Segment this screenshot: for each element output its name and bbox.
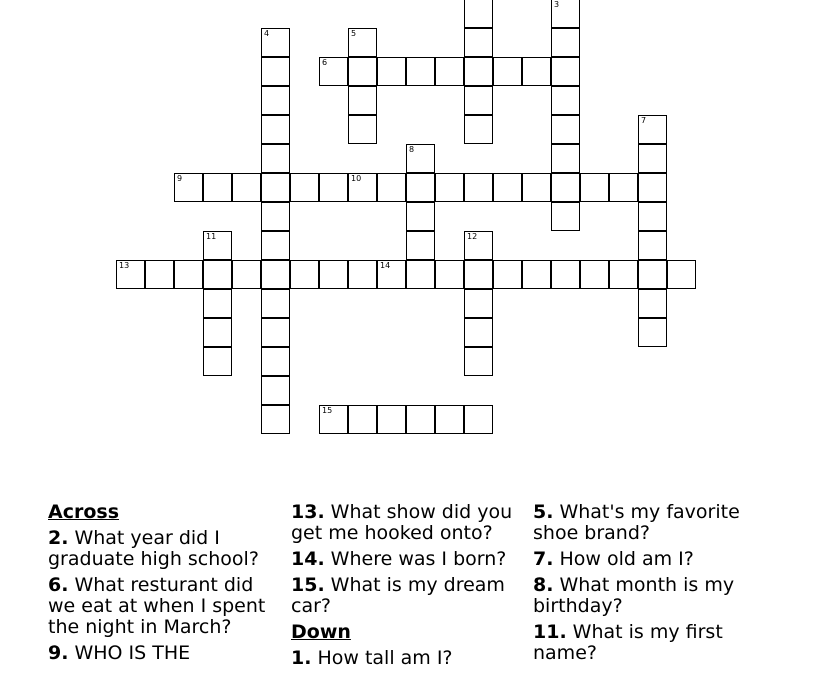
grid-cell[interactable] bbox=[464, 289, 493, 318]
grid-cell[interactable] bbox=[203, 318, 232, 347]
grid-cell[interactable] bbox=[464, 318, 493, 347]
clue-down-5: 5. What's my favorite shoe brand? bbox=[533, 501, 740, 544]
grid-cell[interactable] bbox=[203, 173, 232, 202]
grid-cell[interactable] bbox=[551, 173, 580, 202]
grid-cell[interactable] bbox=[232, 173, 261, 202]
grid-cell[interactable] bbox=[261, 376, 290, 405]
grid-cell[interactable] bbox=[203, 347, 232, 376]
grid-cell[interactable] bbox=[464, 347, 493, 376]
grid-cell[interactable] bbox=[638, 202, 667, 231]
clue-across-14: 14. Where was I born? bbox=[291, 548, 507, 570]
clue-column-1 bbox=[48, 502, 278, 669]
grid-cell[interactable] bbox=[551, 202, 580, 231]
clue-across-6: 6. What resturant did we eat at when I spent the night in March? bbox=[48, 574, 266, 638]
grid-cell[interactable] bbox=[377, 173, 406, 202]
grid-cell[interactable] bbox=[290, 173, 319, 202]
clue-number: 14 bbox=[380, 261, 391, 270]
clue-number: 8 bbox=[409, 145, 415, 154]
grid-cell[interactable] bbox=[464, 115, 493, 144]
grid-cell[interactable] bbox=[261, 318, 290, 347]
clue-number: 12 bbox=[467, 232, 478, 241]
grid-cell[interactable] bbox=[493, 173, 522, 202]
grid-cell[interactable] bbox=[638, 318, 667, 347]
grid-cell[interactable] bbox=[145, 260, 174, 289]
grid-cell[interactable] bbox=[522, 57, 551, 86]
grid-cell[interactable] bbox=[406, 231, 435, 260]
grid-cell[interactable] bbox=[261, 405, 290, 434]
grid-cell[interactable] bbox=[493, 260, 522, 289]
clue-number: 4 bbox=[264, 29, 270, 38]
grid-cell[interactable] bbox=[638, 289, 667, 318]
grid-cell[interactable] bbox=[406, 173, 435, 202]
grid-cell[interactable] bbox=[261, 202, 290, 231]
grid-cell[interactable] bbox=[319, 405, 348, 434]
clue-number: 5 bbox=[351, 29, 357, 38]
grid-cell[interactable] bbox=[638, 260, 667, 289]
grid-cell[interactable] bbox=[609, 173, 638, 202]
clue-number: 3 bbox=[554, 0, 560, 9]
clue-across-2: 2. What year did I graduate high school? bbox=[48, 527, 259, 570]
grid-cell[interactable] bbox=[319, 57, 348, 86]
grid-cell[interactable] bbox=[261, 144, 290, 173]
clue-number: 6 bbox=[322, 58, 328, 67]
clue-down-8: 8. What month is my birthday? bbox=[533, 574, 735, 617]
grid-cell[interactable] bbox=[348, 405, 377, 434]
grid-cell[interactable] bbox=[522, 260, 551, 289]
grid-cell[interactable] bbox=[261, 86, 290, 115]
grid-cell[interactable] bbox=[551, 57, 580, 86]
grid-cell[interactable] bbox=[261, 231, 290, 260]
grid-cell[interactable] bbox=[261, 173, 290, 202]
grid-cell[interactable] bbox=[348, 28, 377, 57]
clue-across-9: 9. WHO IS THE bbox=[48, 642, 191, 664]
grid-cell[interactable] bbox=[261, 289, 290, 318]
clue-number: 10 bbox=[351, 174, 362, 183]
grid-cell[interactable] bbox=[435, 405, 464, 434]
clue-down-7: 7. How old am I? bbox=[533, 548, 694, 570]
grid-cell[interactable] bbox=[551, 86, 580, 115]
grid-cell[interactable] bbox=[464, 405, 493, 434]
grid-cell[interactable] bbox=[435, 260, 464, 289]
clue-down-1: 1. How tall am I? bbox=[291, 647, 453, 669]
grid-cell[interactable] bbox=[290, 260, 319, 289]
grid-cell[interactable] bbox=[435, 57, 464, 86]
clue-across-13: 13. What show did you get me hooked onto? bbox=[291, 501, 513, 544]
grid-cell[interactable] bbox=[638, 231, 667, 260]
grid-cell[interactable] bbox=[348, 115, 377, 144]
grid-cell[interactable] bbox=[435, 173, 464, 202]
grid-cell[interactable] bbox=[377, 57, 406, 86]
grid-cell[interactable] bbox=[348, 173, 377, 202]
grid-cell[interactable] bbox=[551, 260, 580, 289]
grid-cell[interactable] bbox=[406, 144, 435, 173]
grid-cell[interactable] bbox=[261, 115, 290, 144]
grid-cell[interactable] bbox=[522, 173, 551, 202]
clue-list bbox=[48, 501, 768, 669]
grid-cell[interactable] bbox=[319, 260, 348, 289]
grid-cell[interactable] bbox=[464, 260, 493, 289]
grid-cell[interactable] bbox=[638, 144, 667, 173]
grid-cell[interactable] bbox=[319, 173, 348, 202]
clue-column-3 bbox=[533, 502, 763, 669]
clue-down-11: 11. What is my first name? bbox=[533, 621, 723, 664]
grid-cell[interactable] bbox=[551, 144, 580, 173]
grid-cell[interactable] bbox=[203, 231, 232, 260]
grid-cell[interactable] bbox=[464, 231, 493, 260]
grid-cell[interactable] bbox=[493, 57, 522, 86]
grid-cell[interactable] bbox=[261, 28, 290, 57]
grid-cell[interactable] bbox=[261, 347, 290, 376]
grid-cell[interactable] bbox=[464, 173, 493, 202]
clue-column-2 bbox=[291, 502, 521, 674]
grid-cell[interactable] bbox=[638, 115, 667, 144]
grid-cell[interactable] bbox=[261, 57, 290, 86]
grid-cell[interactable] bbox=[464, 28, 493, 57]
grid-cell[interactable] bbox=[406, 405, 435, 434]
clue-number: 15 bbox=[322, 406, 333, 415]
grid-cell[interactable] bbox=[232, 260, 261, 289]
across-heading: Across bbox=[48, 501, 120, 523]
grid-cell[interactable] bbox=[580, 260, 609, 289]
grid-cell[interactable] bbox=[609, 260, 638, 289]
grid-cell[interactable] bbox=[667, 260, 696, 289]
clue-number: 7 bbox=[641, 116, 647, 125]
grid-cell[interactable] bbox=[377, 260, 406, 289]
clue-number: 9 bbox=[177, 174, 183, 183]
grid-cell[interactable] bbox=[203, 289, 232, 318]
grid-cell[interactable] bbox=[406, 202, 435, 231]
grid-cell[interactable] bbox=[580, 173, 609, 202]
grid-cell[interactable] bbox=[348, 260, 377, 289]
grid-cell[interactable] bbox=[203, 260, 232, 289]
grid-cell[interactable] bbox=[348, 57, 377, 86]
grid-cell[interactable] bbox=[261, 260, 290, 289]
down-heading: Down bbox=[291, 621, 351, 643]
grid-cell[interactable] bbox=[116, 260, 145, 289]
clue-number: 11 bbox=[206, 232, 217, 241]
grid-cell[interactable] bbox=[377, 405, 406, 434]
clue-across-15: 15. What is my dream car? bbox=[291, 574, 505, 617]
grid-cell[interactable] bbox=[551, 0, 580, 28]
clue-number: 13 bbox=[119, 261, 130, 270]
grid-cell[interactable] bbox=[464, 0, 493, 28]
grid-cell[interactable] bbox=[174, 260, 203, 289]
grid-cell[interactable] bbox=[174, 173, 203, 202]
grid-cell[interactable] bbox=[464, 57, 493, 86]
grid-cell[interactable] bbox=[406, 260, 435, 289]
grid-cell[interactable] bbox=[348, 86, 377, 115]
grid-cell[interactable] bbox=[551, 28, 580, 57]
grid-cell[interactable] bbox=[464, 86, 493, 115]
grid-cell[interactable] bbox=[638, 173, 667, 202]
grid-cell[interactable] bbox=[551, 115, 580, 144]
grid-cell[interactable] bbox=[406, 57, 435, 86]
